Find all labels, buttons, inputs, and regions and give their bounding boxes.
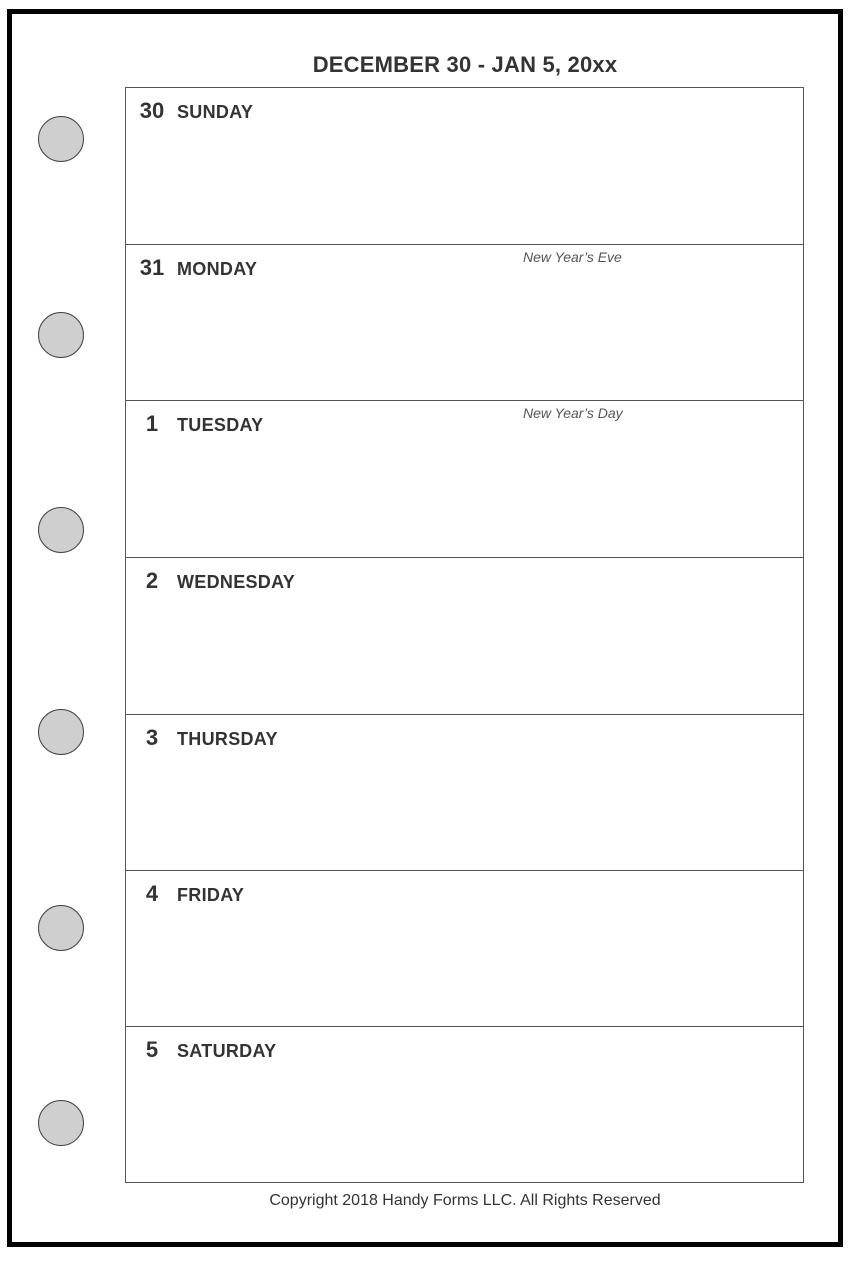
day-row-monday[interactable] [126, 244, 803, 400]
day-row-friday[interactable] [126, 870, 803, 1026]
holiday-note: New Year’s Day [523, 405, 623, 421]
day-row-tuesday[interactable] [126, 400, 803, 556]
holiday-note: New Year’s Eve [523, 249, 622, 265]
day-row-sunday[interactable] [126, 88, 803, 244]
day-name: THURSDAY [177, 729, 278, 749]
day-name: SUNDAY [177, 102, 254, 122]
day-name: TUESDAY [177, 415, 264, 435]
day-name: MONDAY [177, 259, 258, 279]
day-number: 5 [145, 1037, 159, 1062]
binder-hole [38, 709, 84, 755]
binder-hole [38, 905, 84, 951]
binder-hole [38, 1100, 84, 1146]
day-number: 31 [139, 255, 165, 280]
day-row-wednesday[interactable] [126, 557, 803, 713]
binder-hole [38, 507, 84, 553]
copyright-notice: Copyright 2018 Handy Forms LLC. All Rights Reserved [269, 1192, 661, 1209]
binder-hole [38, 312, 84, 358]
day-number: 3 [145, 725, 159, 750]
day-name: FRIDAY [177, 885, 245, 905]
day-number: 4 [145, 881, 159, 906]
day-name: SATURDAY [177, 1041, 277, 1061]
page-title: DECEMBER 30 - JAN 5, 20xx [312, 52, 618, 77]
day-row-thursday[interactable] [126, 714, 803, 870]
day-name: WEDNESDAY [177, 572, 296, 592]
day-number: 30 [139, 98, 165, 123]
day-number: 2 [145, 568, 159, 593]
day-number: 1 [145, 411, 159, 436]
binder-hole [38, 116, 84, 162]
week-grid [125, 87, 804, 1183]
day-row-saturday[interactable] [126, 1026, 803, 1182]
